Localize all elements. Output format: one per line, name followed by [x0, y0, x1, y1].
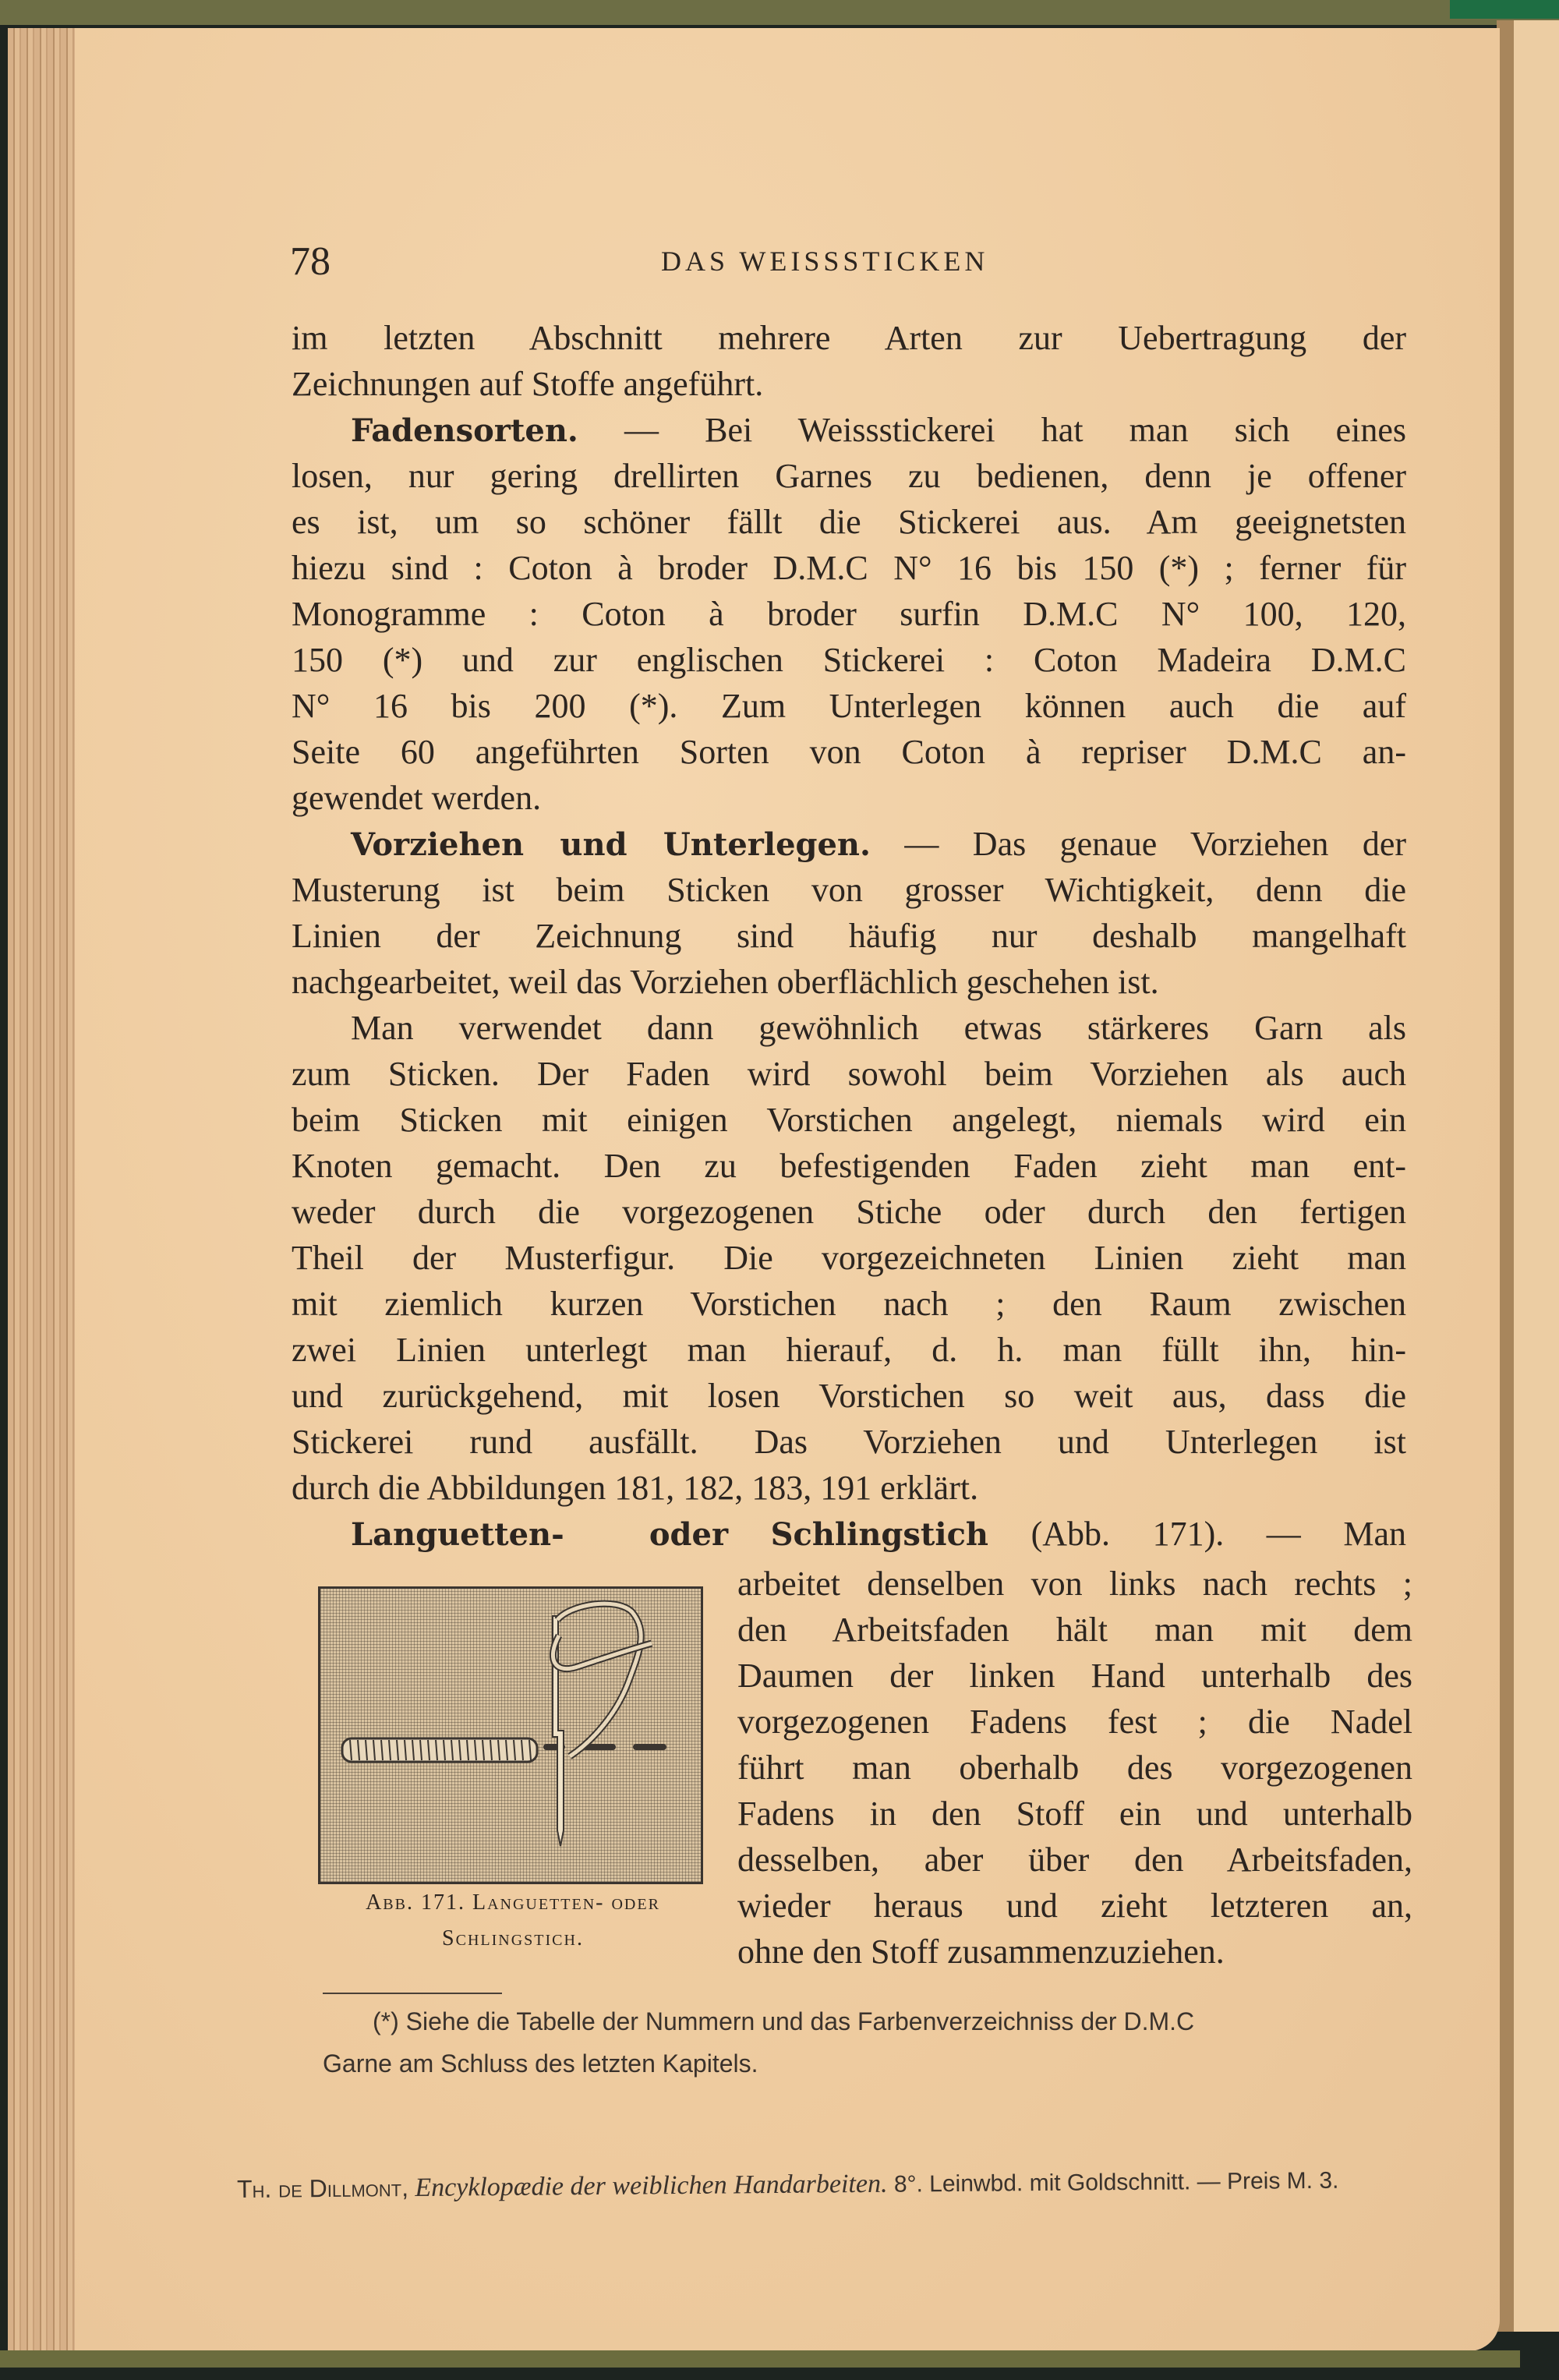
- section-heading-oder: oder: [649, 1516, 729, 1553]
- footnote-rule: [323, 1993, 502, 1994]
- text-line: losen, nur gering drellirten Garnes zu bedienen, denn je offener: [292, 457, 1406, 495]
- text-fragment: — Das genaue Vorziehen der: [904, 825, 1407, 863]
- text-line: vorgezogenen Fadens fest ; die Nadel: [737, 1703, 1412, 1741]
- text-fragment: — Bei Weissstickerei hat man sich eines: [624, 411, 1407, 449]
- text-line: mit ziemlich kurzen Vorstichen nach ; den Raum zwischen: [292, 1285, 1406, 1323]
- section-heading-schlingstich: Schlingstich: [770, 1516, 989, 1553]
- text-line: gewendet werden.: [292, 779, 542, 817]
- text-line: beim Sticken mit einigen Vorstichen angelegt, niemals wird ein: [292, 1101, 1406, 1139]
- section-fadensorten-first-line: [292, 407, 1406, 453]
- figure-caption: [310, 1885, 716, 1957]
- text-line: Linien der Zeichnung sind häufig nur deshalb mangelhaft: [292, 917, 1406, 955]
- main-text-block: [292, 315, 1406, 1557]
- text-line: arbeitet denselben von links nach rechts ;: [737, 1565, 1412, 1603]
- advert-title: Encyklopædie der weiblichen Handarbeiten.: [415, 2169, 888, 2203]
- text-line: zwei Linien unterlegt man hierauf, d. h. man füllt ihn, hin-: [292, 1331, 1406, 1369]
- text-line: den Arbeitsfaden hält man mit dem: [737, 1611, 1412, 1649]
- text-line: führt man oberhalb des vorgezogenen: [737, 1749, 1412, 1787]
- section-heading-languetten: Languetten-: [351, 1516, 564, 1553]
- book-cover-top: [0, 0, 1559, 25]
- text-line: Seite 60 angeführten Sorten von Coton à repriser D.M.C an-: [292, 733, 1406, 771]
- text-line: durch die Abbildungen 181, 182, 183, 191 erklärt.: [292, 1469, 979, 1507]
- book-cover-bottom: [0, 2350, 1520, 2368]
- advert-details: 8°. Leinwbd. mit Goldschnitt. — Preis M. 3.: [893, 2167, 1339, 2198]
- text-fragment: (Abb. 171). — Man: [1030, 1515, 1407, 1553]
- footnote: [323, 2000, 1430, 2085]
- text-line: Zeichnungen auf Stoffe angeführt.: [292, 365, 764, 403]
- page-edges: [8, 28, 75, 2354]
- running-title: DAS WEISSSTICKEN: [661, 246, 989, 277]
- caption-line: Schlingstich.: [442, 1926, 584, 1950]
- advert-author: Th. de Dillmont,: [236, 2173, 409, 2203]
- next-page-edge: [1514, 20, 1559, 2332]
- footnote-line: (*) Siehe die Tabelle der Nummern und das Farbenverzeichniss der D.M.C: [373, 2007, 1195, 2035]
- text-line: hiezu sind : Coton à broder D.M.C N° 16 bis 150 (*) ; ferner für: [292, 549, 1406, 587]
- text-line: Theil der Musterfigur. Die vorgezeichneten Linien zieht man: [292, 1239, 1406, 1277]
- text-line: Stickerei rund ausfällt. Das Vorziehen und Unterlegen ist: [292, 1423, 1406, 1461]
- footnote-line: Garne am Schluss des letzten Kapitels.: [323, 2049, 758, 2078]
- text-line: und zurückgehend, mit losen Vorstichen so weit aus, dass die: [292, 1377, 1406, 1415]
- text-line: Daumen der linken Hand unterhalb des: [737, 1657, 1412, 1695]
- figure-side-text: [737, 1561, 1412, 1975]
- text-line: Musterung ist beim Sticken von grosser Wichtigkeit, denn die: [292, 871, 1406, 909]
- text-line: zum Sticken. Der Faden wird sowohl beim Vorziehen als auch: [292, 1055, 1406, 1093]
- section-vorziehen-first-line: [292, 821, 1406, 867]
- text-line: nachgearbeitet, weil das Vorziehen oberflächlich geschehen ist.: [292, 963, 1159, 1001]
- page-number: 78: [290, 239, 331, 284]
- book-cover-top-right: [1450, 0, 1559, 19]
- buttonhole-stitch-illustration: [318, 1586, 703, 1884]
- text-line: desselben, aber über den Arbeitsfaden,: [737, 1841, 1412, 1879]
- text-line: Monogramme : Coton à broder surfin D.M.C N° 100, 120,: [292, 595, 1406, 633]
- section-heading-fadensorten: Fadensorten.: [351, 412, 578, 449]
- section-languetten-first-line: [292, 1511, 1406, 1557]
- text-line: Fadens in den Stoff ein und unterhalb: [737, 1795, 1412, 1833]
- text-line: ohne den Stoff zusammenzuziehen.: [737, 1933, 1225, 1971]
- caption-line: Abb. 171. Languetten- oder: [366, 1890, 660, 1915]
- text-line: es ist, um so schöner fällt die Stickerei aus. Am geeignetsten: [292, 503, 1406, 541]
- text-line: weder durch die vorgezogenen Stiche oder durch den fertigen: [292, 1193, 1406, 1231]
- stitch-drawing: [320, 1589, 701, 1882]
- text-line: Knoten gemacht. Den zu befestigenden Faden zieht man ent-: [292, 1147, 1406, 1185]
- text-line: Man verwendet dann gewöhnlich etwas stärkeres Garn als: [351, 1009, 1406, 1047]
- text-line: im letzten Abschnitt mehrere Arten zur Uebertragung der: [292, 319, 1406, 357]
- text-line: wieder heraus und zieht letzteren an,: [737, 1887, 1412, 1925]
- section-heading-vorziehen: Vorziehen und Unterlegen.: [351, 826, 871, 863]
- text-line: N° 16 bis 200 (*). Zum Unterlegen können auch die auf: [292, 687, 1406, 725]
- text-line: 150 (*) und zur englischen Stickerei : Coton Madeira D.M.C: [292, 641, 1406, 679]
